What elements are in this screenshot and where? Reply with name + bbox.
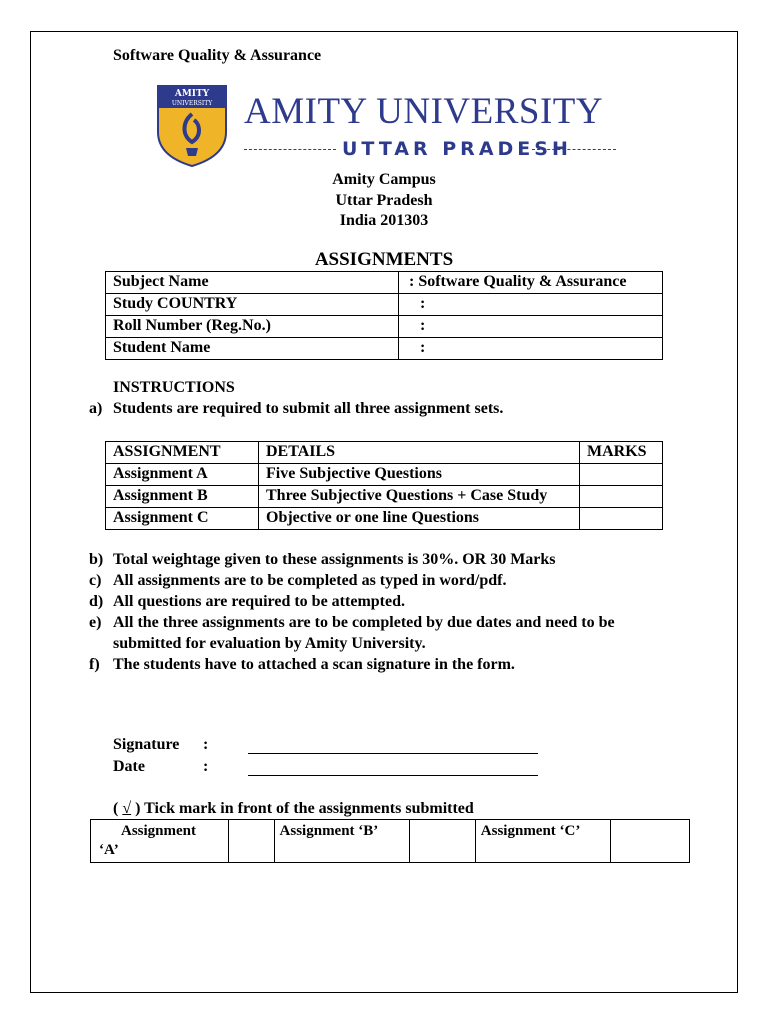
list-text: Total weightage given to these assignments is 30%. OR 30 Marks (113, 551, 556, 568)
list-item (89, 570, 689, 591)
column-header: ASSIGNMENT (106, 442, 259, 464)
list-text: All assignments are to be completed as typed in word/pdf. (113, 572, 507, 589)
table-row (106, 272, 663, 294)
date-line[interactable] (248, 775, 538, 776)
address-line-2: Uttar Pradesh (335, 191, 433, 209)
region-text: UTTAR PRADESH (342, 138, 572, 160)
list-item (89, 654, 689, 675)
list-text: All the three assignments are to be completed by due dates and need to be submitted for evaluation by Amity University. (113, 614, 615, 652)
page-title: ASSIGNMENTS (314, 249, 454, 270)
crest-top-text: AMITY (174, 89, 210, 99)
list-item (89, 549, 689, 570)
list-marker: b) (89, 551, 104, 568)
assignment-cell: Assignment B (106, 486, 259, 508)
check-mark-icon: √ (122, 800, 132, 817)
region-rule-right (532, 149, 616, 150)
table-row (91, 820, 690, 863)
assignment-a-label (91, 820, 229, 863)
details-cell: Five Subjective Questions (259, 464, 580, 486)
list-marker: f) (89, 656, 100, 673)
list-marker: c) (89, 572, 102, 589)
assignment-a-line-1: Assignment (121, 823, 197, 839)
table-row (106, 338, 663, 360)
column-header: DETAILS (259, 442, 580, 464)
list-marker: d) (89, 593, 104, 610)
list-marker: e) (89, 614, 102, 631)
amity-crest-icon (156, 84, 228, 168)
university-region (244, 138, 616, 160)
date-colon: : (203, 758, 209, 775)
signature-line[interactable] (248, 753, 538, 754)
tick-instruction (113, 800, 474, 818)
info-value: : Software Quality & Assurance (399, 272, 663, 294)
student-info-table (105, 271, 663, 360)
info-label: Student Name (106, 338, 399, 360)
crest-bottom-text: UNIVERSITY (171, 100, 213, 107)
table-row (106, 316, 663, 338)
marks-cell (580, 486, 663, 508)
tick-open: ( (113, 800, 123, 817)
table-row (106, 508, 663, 530)
info-label: Roll Number (Reg.No.) (106, 316, 399, 338)
table-row (106, 294, 663, 316)
signature-colon: : (203, 736, 209, 753)
table-row (106, 486, 663, 508)
info-value: : (399, 338, 663, 360)
assignment-a-line-2: ‘A’ (99, 842, 119, 858)
instructions-list (89, 549, 689, 675)
list-marker: a) (89, 400, 103, 417)
info-label: Study COUNTRY (106, 294, 399, 316)
marks-cell (580, 464, 663, 486)
table-row (106, 464, 663, 486)
date-row (113, 758, 248, 776)
signature-label: Signature (113, 736, 180, 753)
list-item (89, 612, 643, 654)
amity-logo (156, 84, 616, 168)
instruction-text: Students are required to submit all three assignment sets. (113, 400, 504, 417)
table-header-row (106, 442, 663, 464)
assignment-cell: Assignment C (106, 508, 259, 530)
submission-tick-table (90, 819, 690, 863)
list-item (89, 591, 689, 612)
list-text: The students have to attached a scan signature in the form. (113, 656, 515, 673)
assignment-b-label: Assignment ‘B’ (274, 820, 410, 863)
assignment-c-label: Assignment ‘C’ (475, 820, 611, 863)
document-header: Software Quality & Assurance (113, 47, 322, 64)
column-header: MARKS (580, 442, 663, 464)
date-label: Date (113, 758, 145, 775)
info-value: : (399, 316, 663, 338)
signature-row (113, 736, 248, 754)
details-cell: Objective or one line Questions (259, 508, 580, 530)
assignment-cell: Assignment A (106, 464, 259, 486)
tick-box-b[interactable] (410, 820, 476, 863)
list-text: All questions are required to be attempted. (113, 593, 405, 610)
marks-cell (580, 508, 663, 530)
campus-address (234, 170, 534, 232)
info-value: : (399, 294, 663, 316)
info-label: Subject Name (106, 272, 399, 294)
university-name: AMITY UNIVERSITY (244, 91, 604, 132)
details-cell: Three Subjective Questions + Case Study (259, 486, 580, 508)
tick-box-a[interactable] (228, 820, 274, 863)
tick-text: ) Tick mark in front of the assignments submitted (131, 800, 474, 817)
instructions-heading: INSTRUCTIONS (113, 379, 235, 396)
region-rule-left (244, 149, 336, 150)
assignment-table (105, 441, 663, 530)
address-line-1: Amity Campus (332, 171, 436, 188)
instruction-item-a (89, 400, 503, 418)
tick-box-c[interactable] (611, 820, 690, 863)
address-line-3: India 201303 (339, 212, 429, 229)
